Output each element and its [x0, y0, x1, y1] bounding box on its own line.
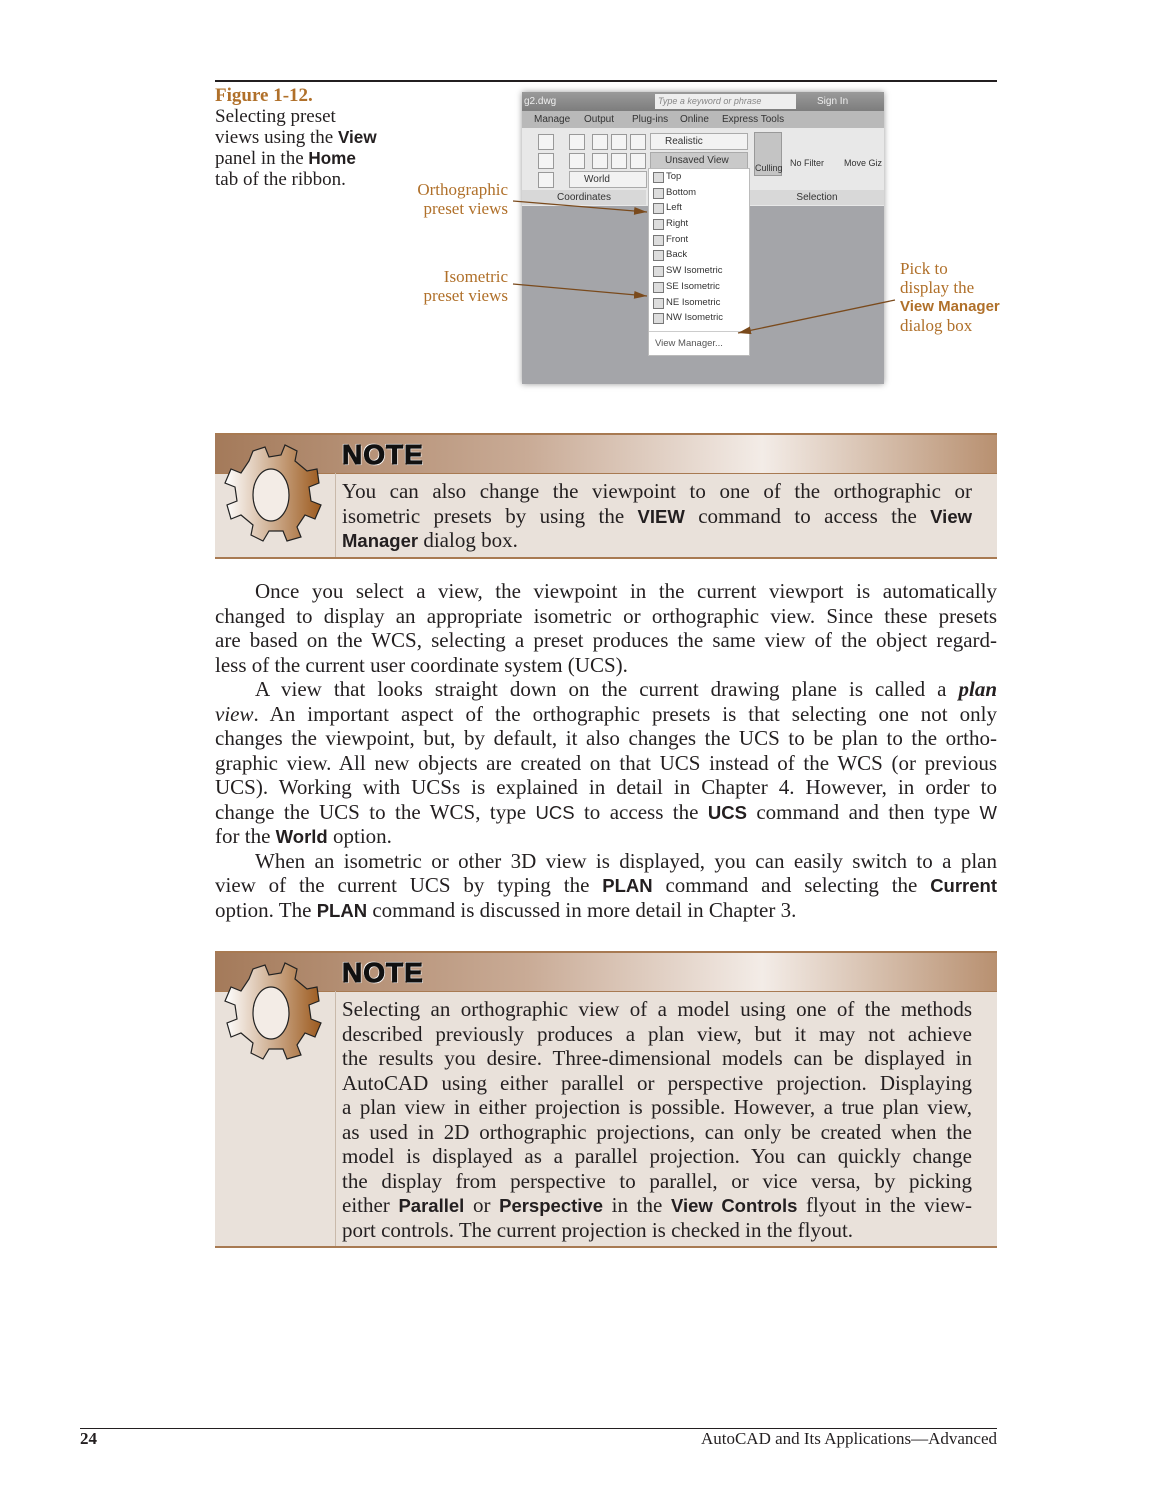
no-filter-button[interactable]: No Filter [790, 158, 825, 168]
callout-text: Pick to [900, 259, 948, 278]
callout-text: preset views [423, 286, 508, 305]
text-run: port controls. The current projection is checked in the flyout. [342, 1217, 854, 1242]
text-line [342, 1218, 972, 1243]
text-run: the results you desire. Three-dimensional models can be displayed in [342, 1046, 972, 1070]
caption-text: tab of the ribbon. [215, 169, 346, 190]
sign-in-button[interactable]: Sign In [817, 96, 849, 107]
note-box-1 [215, 433, 997, 559]
callout-text: dialog box [900, 316, 973, 335]
body-text [215, 579, 997, 922]
view-preset-sw-isometric[interactable]: SW Isometric [649, 263, 749, 279]
emphasized-text: Current [930, 875, 997, 896]
text-line [342, 1169, 972, 1194]
text-run: model is displayed as a parallel projection. You can quickly change [342, 1144, 972, 1168]
text-line [215, 849, 997, 874]
caption-emphasis: Home [308, 149, 356, 168]
note-title: NOTE [342, 957, 424, 988]
callout-text: preset views [423, 199, 508, 218]
tab-output[interactable]: Output [584, 114, 615, 125]
text-run: less of the current user coordinate system (UCS). [215, 652, 628, 677]
text-run: AutoCAD using either parallel or perspective projection. Displaying [342, 1070, 972, 1095]
text-run: graphic view. All new objects are created on that UCS instead of the WCS (or previous [215, 750, 997, 775]
text-run: for the [215, 824, 276, 848]
text-line [215, 653, 997, 678]
text-run: view of the current UCS by typing the [215, 873, 603, 897]
note-header [215, 435, 997, 474]
emphasized-text: Manager [342, 530, 419, 551]
arrow-isometric [513, 284, 647, 296]
text-line [342, 1144, 972, 1169]
text-run: to access the [574, 799, 708, 824]
text-run: change the UCS to the WCS, type [215, 799, 536, 824]
file-title: g2.dwg [524, 96, 557, 107]
tab-express-tools[interactable]: Express Tools [722, 114, 785, 125]
text-run: You can also change the viewpoint to one of the orthographic or [342, 479, 972, 503]
view-preset-se-isometric[interactable]: SE Isometric [649, 279, 749, 295]
text-line [342, 479, 972, 504]
culling-button[interactable]: Culling [754, 132, 782, 176]
text-line [215, 873, 997, 898]
text-run: flyout in the view- [797, 1193, 972, 1217]
text-line [342, 1071, 972, 1096]
text-line [342, 528, 972, 553]
view-preset-ne-isometric[interactable]: NE Isometric [649, 295, 749, 311]
tab-online[interactable]: Online [680, 114, 709, 125]
text-run: described previously produces a plan view, but it may not achieve [342, 1021, 972, 1046]
caption-emphasis: View [337, 128, 377, 147]
selection-panel-title: Selection [750, 190, 884, 205]
tab-plugins[interactable]: Plug-ins [632, 114, 669, 125]
text-run: the display from perspective to parallel, or vice versa, by picking [342, 1168, 972, 1193]
emphasized-text: World [275, 826, 328, 847]
text-line [342, 997, 972, 1022]
text-run: dialog box. [418, 528, 518, 552]
emphasized-text: PLAN [602, 875, 653, 896]
text-run: A view that looks straight down on the current drawing plane is called a [255, 677, 959, 701]
text-line [342, 504, 972, 529]
emphasized-text: UCS [535, 801, 575, 823]
gear-icon [223, 957, 323, 1063]
paragraph [215, 579, 997, 677]
text-run: command to access the [684, 503, 931, 528]
text-run: option. The [215, 897, 317, 922]
search-input[interactable]: Type a keyword or phrase [655, 94, 796, 109]
text-line [215, 677, 997, 702]
text-line [342, 1120, 972, 1145]
arrow-orthographic [513, 201, 647, 212]
text-line [215, 775, 997, 800]
callout-text: Isometric [443, 267, 508, 286]
text-run: are based on the WCS, selecting a preset produces the same view of the object regard- [215, 628, 997, 652]
text-line [215, 800, 997, 825]
text-line [215, 702, 997, 727]
view-preset-nw-isometric[interactable]: NW Isometric [649, 310, 749, 326]
text-line [215, 726, 997, 751]
text-line [215, 604, 997, 629]
running-footer: AutoCAD and Its Applications—Advanced [700, 1429, 997, 1448]
text-run: changed to display an appropriate isometric or orthographic view. Since these presets [215, 603, 997, 628]
text-run: UCS). Working with UCSs is explained in detail in Chapter 4. However, in order to [215, 775, 997, 799]
note-divider [335, 473, 336, 557]
note-title: NOTE [342, 439, 424, 470]
coordinates-panel-title: Coordinates [522, 190, 646, 205]
text-run: When an isometric or other 3D view is displayed, you can easily switch to a plan [255, 848, 997, 873]
text-run: either [342, 1193, 399, 1217]
view-preset-left[interactable]: Left [649, 200, 749, 216]
note-divider [335, 991, 336, 1246]
emphasized-text: Parallel [398, 1195, 465, 1216]
text-run: as used in 2D orthographic projections, can only be created when the [342, 1119, 972, 1144]
text-run: Selecting an orthographic view of a model using one of the methods [342, 997, 972, 1021]
named-view-dropdown[interactable]: Unsaved View [650, 152, 748, 169]
callout-text: display the [900, 278, 975, 297]
text-run: command is discussed in more detail in Chapter 3. [367, 897, 797, 922]
text-line [342, 1193, 972, 1218]
text-run: in the [602, 1193, 671, 1217]
text-line [342, 1022, 972, 1047]
text-line [215, 824, 997, 849]
page-number: 24 [80, 1429, 97, 1448]
emphasized-text: VIEW [637, 505, 685, 527]
tab-manage[interactable]: Manage [534, 114, 571, 125]
ucs-dropdown[interactable]: World [569, 171, 647, 188]
emphasized-text: UCS [707, 801, 747, 823]
text-run: . An important aspect of the orthographic presets is that selecting one not only [253, 701, 997, 726]
paragraph [215, 677, 997, 849]
text-run: option. [327, 824, 392, 848]
emphasized-text: View Controls [670, 1195, 798, 1216]
callout-arrows [0, 0, 1167, 400]
emphasized-text: Perspective [499, 1195, 603, 1216]
move-gizmo-button[interactable]: Move Giz [844, 158, 883, 168]
caption-text: Selecting preset [215, 106, 336, 127]
view-manager-menu-item[interactable]: View Manager... [649, 331, 749, 349]
visual-style-dropdown[interactable]: Realistic [650, 133, 748, 150]
text-run: command and then type [746, 799, 980, 824]
emphasized-text: view [215, 701, 254, 726]
emphasized-text: PLAN [316, 899, 368, 921]
text-run: changes the viewpoint, but, by default, it also changes the UCS to be plan to the ortho- [215, 726, 997, 750]
view-preset-top[interactable]: Top [649, 169, 749, 185]
text-run: Once you select a view, the viewpoint in the current viewport is automatically [255, 579, 997, 603]
text-line [215, 898, 997, 923]
view-preset-front[interactable]: Front [649, 232, 749, 248]
gear-icon [223, 439, 323, 545]
paragraph [215, 849, 997, 923]
text-run: isometric presets by using the [342, 503, 638, 528]
view-preset-back[interactable]: Back [649, 247, 749, 263]
emphasized-text: View [930, 505, 972, 527]
text-run: command and selecting the [652, 873, 931, 897]
text-line [342, 1095, 972, 1120]
callout-text: View Manager [900, 298, 1000, 315]
emphasized-text: W [979, 801, 997, 823]
callout-text: Orthographic [417, 180, 508, 199]
caption-text: panel in the [215, 148, 309, 169]
text-run: or [464, 1193, 500, 1217]
text-line [342, 1046, 972, 1071]
arrow-view-manager [738, 300, 895, 333]
text-run: a plan view in either projection is possible. However, a true plan view, [342, 1095, 972, 1119]
caption-text: views using the [215, 127, 338, 148]
text-line [215, 579, 997, 604]
text-line [215, 751, 997, 776]
figure-label: Figure 1-12. [215, 85, 313, 106]
view-preset-right[interactable]: Right [649, 216, 749, 232]
view-preset-bottom[interactable]: Bottom [649, 185, 749, 201]
note-box-2 [215, 951, 997, 1248]
text-line [215, 628, 997, 653]
note-header [215, 953, 997, 992]
emphasized-text: plan [958, 677, 997, 701]
